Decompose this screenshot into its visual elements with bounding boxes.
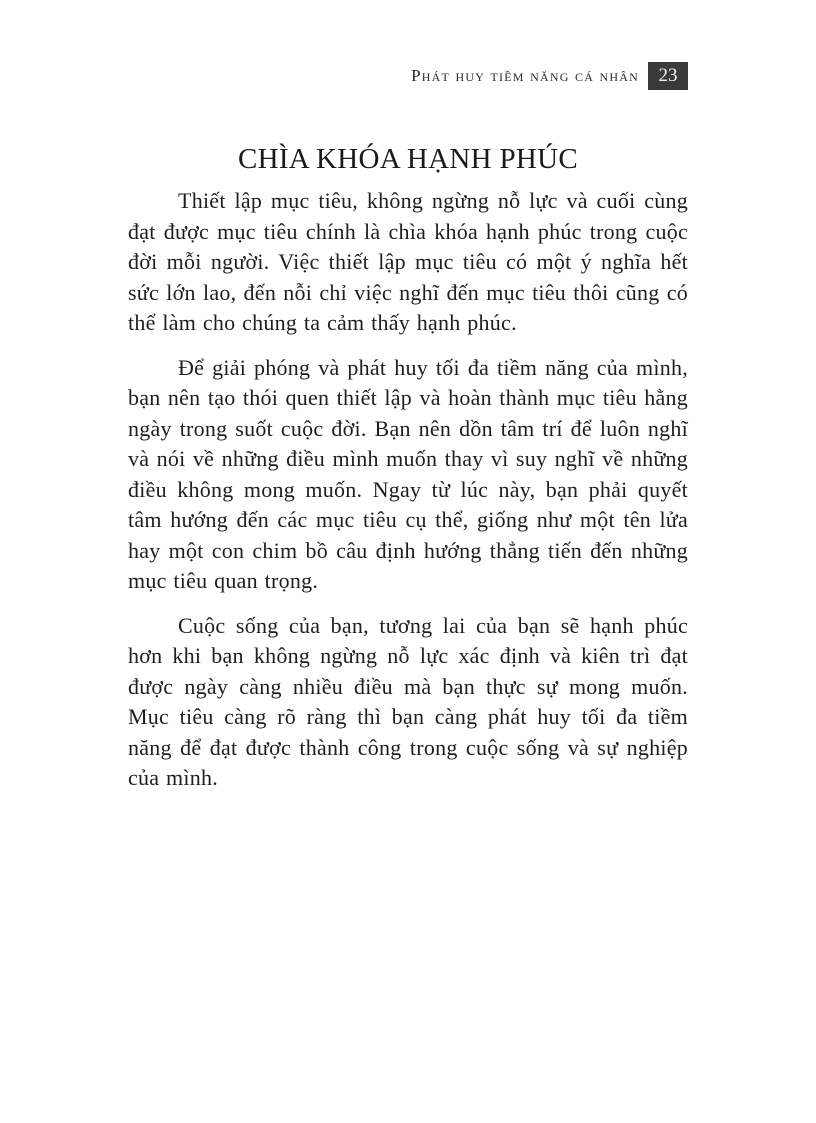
running-header-title: Phát huy tiềm năng cá nhân: [411, 66, 639, 85]
page-number: 23: [648, 62, 688, 90]
paragraph-1: Thiết lập mục tiêu, không ngừng nỗ lực và cuối cùng đạt được mục tiêu chính là chìa khóa hạnh phúc trong cuộc đời mỗi người. Việc thiết lập mục tiêu có một ý nghĩa hết sức lớn lao, đến nỗi chỉ việc nghĩ đến mục tiêu thôi cũng có thể làm cho chúng ta cảm thấy hạnh phúc.: [128, 188, 688, 335]
running-header: [411, 62, 688, 90]
chapter-title: CHÌA KHÓA HẠNH PHÚC: [237, 143, 579, 175]
paragraph-2: Để giải phóng và phát huy tối đa tiềm năng của mình, bạn nên tạo thói quen thiết lập và hoàn thành mục tiêu hằng ngày trong suốt cuộc đời. Bạn nên dồn tâm trí để luôn nghĩ và nói về những điều mình muốn thay vì suy nghĩ về những điều không mong muốn. Ngay từ lúc này, bạn phải quyết tâm hướng đến các mục tiêu cụ thể, giống như một tên lửa hay một con chim bồ câu định hướng thẳng tiến đến những mục tiêu quan trọng.: [128, 354, 688, 593]
paragraph-3: Cuộc sống của bạn, tương lai của bạn sẽ hạnh phúc hơn khi bạn không ngừng nỗ lực xác định và kiên trì đạt được ngày càng nhiều điều mà bạn thực sự mong muốn. Mục tiêu càng rõ ràng thì bạn càng phát huy tối đa tiềm năng để đạt được thành công trong cuộc sống và sự nghiệp của mình.: [128, 612, 688, 790]
body-text: [128, 186, 688, 808]
